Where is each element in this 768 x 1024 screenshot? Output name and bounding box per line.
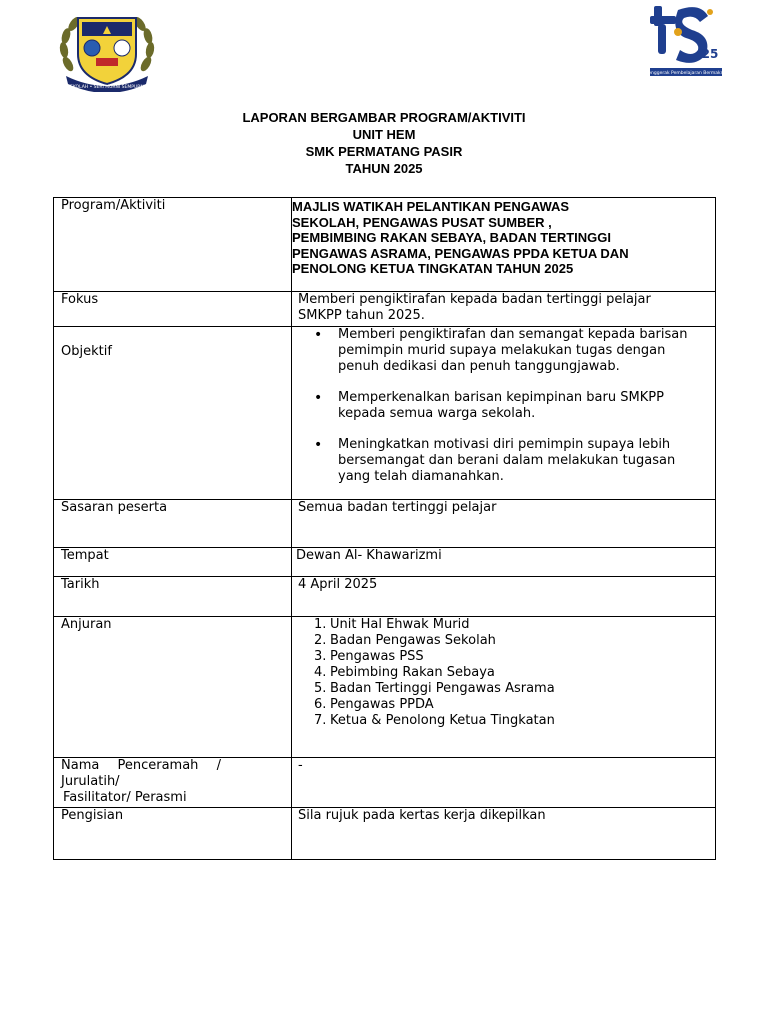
anjuran-list [298, 617, 715, 729]
label-nama [54, 758, 292, 808]
label-tarikh: Tarikh [54, 577, 292, 617]
value-nama: - [292, 758, 716, 808]
title-line-2: UNIT HEM [352, 127, 416, 142]
program-line-3: PEMBIMBING RAKAN SEBAYA, BADAN TERTINGGI [292, 230, 612, 245]
item-number: 1. [314, 617, 327, 632]
item-number: 2. [314, 633, 327, 648]
item-number: 7. [314, 713, 327, 728]
nama-word-1: Nama [61, 758, 100, 773]
title-line-3: SMK PERMATANG PASIR [305, 144, 463, 159]
item-text: Ketua & Penolong Ketua Tingkatan [330, 713, 555, 728]
logo-tagline: Penggerak Pembelajaran Bermakna [648, 71, 724, 76]
list-item [314, 633, 715, 649]
list-item [314, 681, 715, 697]
report-title [0, 109, 768, 177]
list-item [314, 617, 715, 633]
title-line-1: LAPORAN BERGAMBAR PROGRAM/AKTIVITI [242, 110, 526, 125]
row-anjuran [54, 617, 716, 758]
list-item [314, 665, 715, 681]
objektif-item [338, 390, 715, 422]
value-tempat: Dewan Al- Khawarizmi [292, 548, 716, 577]
fokus-line-2: SMKPP tahun 2025. [298, 308, 425, 323]
program-line-4: PENGAWAS ASRAMA, PENGAWAS PPDA KETUA DAN [292, 245, 629, 261]
value-pengisian: Sila rujuk pada kertas kerja dikepilkan [292, 808, 716, 860]
objektif-1-line-1: • Memberi pengiktirafan dan semangat kepada barisan [338, 327, 688, 342]
label-tempat: Tempat [54, 548, 292, 577]
row-sasaran [54, 500, 716, 548]
value-anjuran [292, 617, 716, 758]
program-line-1: MAJLIS WATIKAH PELANTIKAN PENGAWAS [292, 199, 570, 214]
value-objektif [292, 327, 716, 500]
item-text: Pengawas PSS [330, 649, 424, 664]
nama-word-3: / [216, 758, 221, 773]
row-program [54, 198, 716, 292]
row-pengisian [54, 808, 716, 860]
item-text: Unit Hal Ehwak Murid [330, 617, 470, 632]
logo-number: 25 [701, 47, 719, 61]
title-line-4: TAHUN 2025 [345, 161, 423, 176]
nama-label-line-3: Fasilitator/ Perasmi [63, 790, 187, 805]
objektif-1-line-2: pemimpin murid supaya melakukan tugas dengan [338, 343, 666, 358]
objektif-2-line-2: kepada semua warga sekolah. [338, 406, 536, 421]
row-nama [54, 758, 716, 808]
objektif-3-line-2: bersemangat dan berani dalam melakukan tugasan [338, 453, 676, 468]
item-number: 4. [314, 665, 327, 680]
objektif-item [338, 437, 715, 485]
fokus-line-1: Memberi pengiktirafan kepada badan tertinggi pelajar [298, 292, 651, 307]
objektif-3-line-1: • Meningkatkan motivasi diri pemimpin supaya lebih [338, 437, 671, 452]
item-number: 3. [314, 649, 327, 664]
school-crest-icon [58, 4, 156, 92]
item-number: 6. [314, 697, 327, 712]
nama-label-line-2: Jurulatih/ [61, 774, 120, 789]
list-item [314, 697, 715, 713]
objektif-3-line-3: yang telah diamanahkan. [338, 469, 504, 484]
label-objektif [54, 327, 292, 500]
item-text: Pebimbing Rakan Sebaya [330, 665, 495, 680]
objektif-list [298, 327, 715, 485]
value-program [292, 198, 716, 292]
nama-label-line-1 [61, 758, 221, 774]
nama-word-2: Penceramah [117, 758, 199, 773]
crest-motto: SEKOLAH • SERI MURNI SEMPURNA [67, 85, 147, 90]
school-crest-logo [58, 4, 156, 92]
list-item [314, 649, 715, 665]
value-fokus [292, 292, 716, 327]
program-line-5: PENOLONG KETUA TINGKATAN TAHUN 2025 [292, 261, 574, 276]
ts25-logo-icon [648, 2, 724, 78]
label-pengisian: Pengisian [54, 808, 292, 860]
objektif-2-line-1: • Memperkenalkan barisan kepimpinan baru SMKPP [338, 390, 664, 405]
row-tempat [54, 548, 716, 577]
report-table [53, 197, 716, 860]
row-objektif [54, 327, 716, 500]
label-fokus: Fokus [54, 292, 292, 327]
objektif-1-line-3: penuh dedikasi dan penuh tanggungjawab. [338, 359, 620, 374]
item-number: 5. [314, 681, 327, 696]
item-text: Pengawas PPDA [330, 697, 434, 712]
row-fokus [54, 292, 716, 327]
objektif-item [338, 327, 715, 375]
value-tarikh: 4 April 2025 [292, 577, 716, 617]
value-sasaran: Semua badan tertinggi pelajar [292, 500, 716, 548]
label-anjuran: Anjuran [54, 617, 292, 758]
row-tarikh [54, 577, 716, 617]
list-item [314, 713, 715, 729]
label-sasaran: Sasaran peserta [54, 500, 292, 548]
label-program: Program/Aktiviti [54, 198, 292, 292]
objektif-label-text: Objektif [61, 344, 112, 359]
item-text: Badan Tertinggi Pengawas Asrama [330, 681, 555, 696]
ts25-logo [648, 2, 724, 78]
program-line-2: SEKOLAH, PENGAWAS PUSAT SUMBER , [292, 214, 552, 230]
item-text: Badan Pengawas Sekolah [330, 633, 496, 648]
